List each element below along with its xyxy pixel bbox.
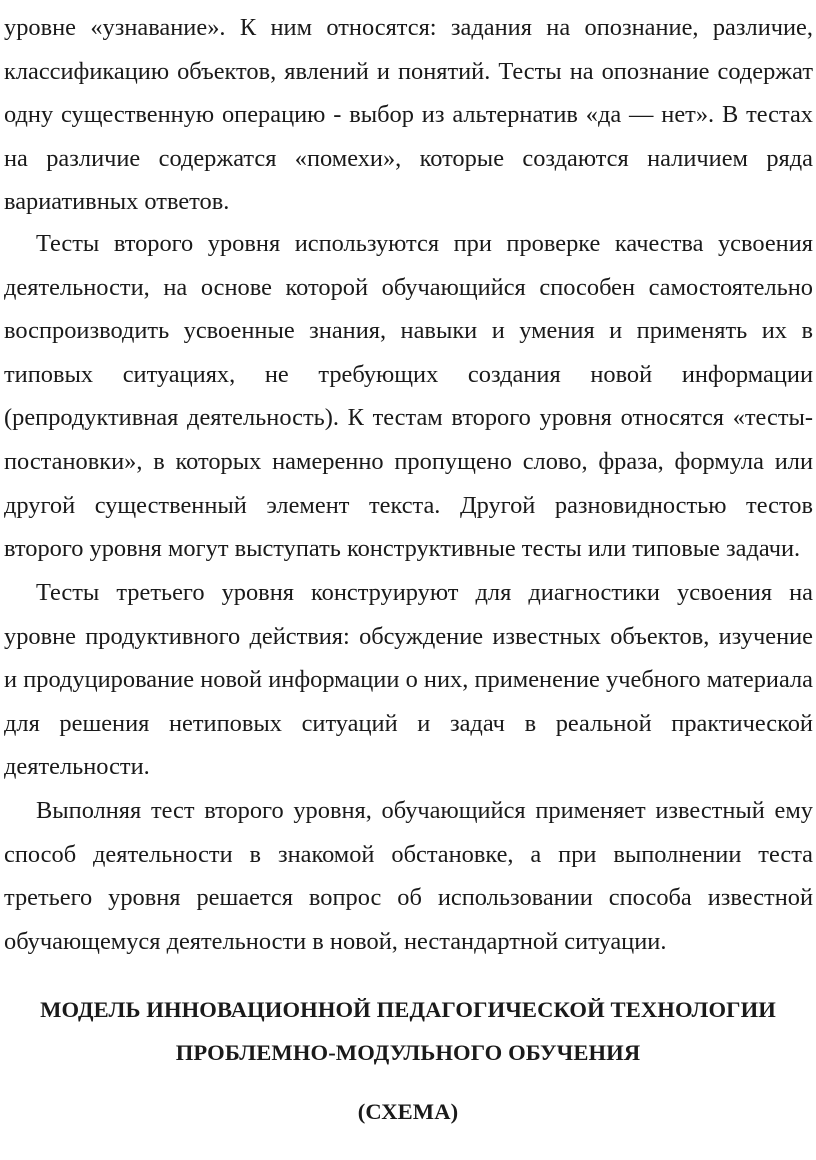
paragraph-second-level-tests: Тесты второго уровня используются при проверке качества усвоения деятельности, на основе которой обучающийся способен самостоятельно воспроизводить усвоенные знания, навыки и умения и применять их в типовых ситуациях, не требующих создания новой информации (репродуктивная деятельность). К тестам второго уровня относятся «тесты-постановки», в которых намеренно пропущено слово, фраза, формула или другой существенный элемент текста. Другой разновидностью тестов второго уровня могут выступать конструктивные тесты или типовые задачи.: [4, 230, 813, 563]
paragraph-third-level-tests: Тесты третьего уровня конструируют для диагностики усвоения на уровне продуктивного действия: обсуждение известных объектов, изучение и продуцирование новой информации о них, применение учебного материала для решения нетиповых ситуаций и задач в реальной практической деятельности.: [4, 579, 813, 781]
paragraph-level-comparison: Выполняя тест второго уровня, обучающийся применяет известный ему способ деятельности в знакомой обстановке, а при выполнении теста третьего уровня решается вопрос об использовании способа известной обучающемуся деятельности в новой, нестандартной ситуации.: [4, 797, 813, 955]
section-heading-subtitle: (СХЕМА): [357, 1099, 459, 1124]
section-heading-line-2: ПРОБЛЕМНО-МОДУЛЬНОГО ОБУЧЕНИЯ: [175, 1040, 641, 1065]
section-heading-line-1: МОДЕЛЬ ИННОВАЦИОННОЙ ПЕДАГОГИЧЕСКОЙ ТЕХНОЛОГИИ: [40, 997, 776, 1022]
section-heading: [0, 988, 816, 1074]
paragraph-test-levels-intro: уровне «узнавание». К ним относятся: задания на опознание, различие, классификацию объектов, явлений и понятий. Тесты на опознание содержат одну существенную операцию - выбор из альтернатив «да — нет». В тестах на различие содержатся «помехи», которые создаются наличием ряда вариативных ответов.: [4, 14, 813, 216]
